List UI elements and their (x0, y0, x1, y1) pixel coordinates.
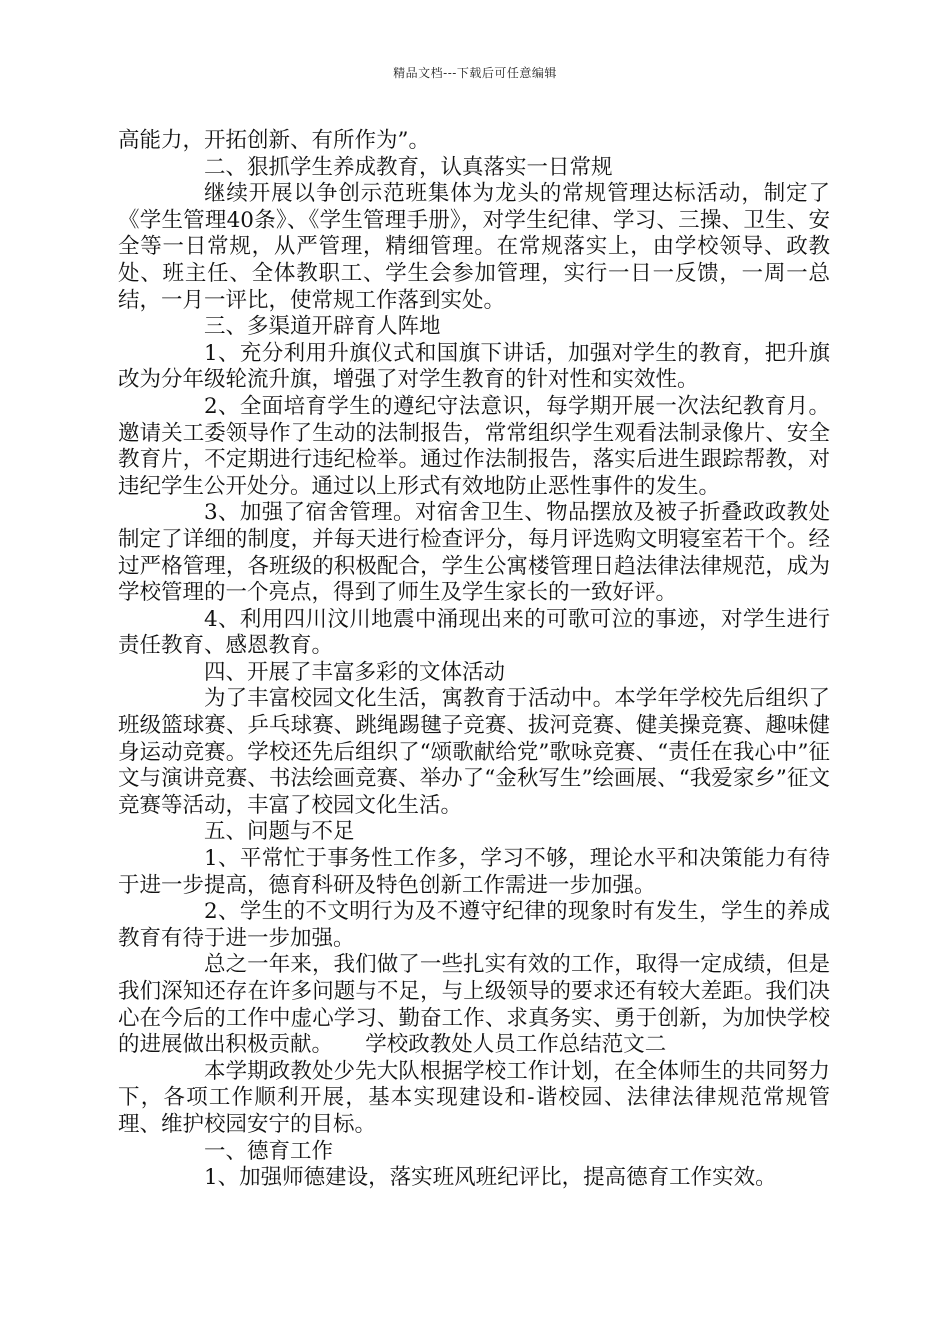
section-heading: 五、问题与不足 (204, 819, 355, 845)
paragraph: 2、学生的不文明行为及不遵守纪律的现象时有发生，学生的养成教育有待于进一步加强。 (118, 899, 830, 951)
section-heading: 一、德育工作 (204, 1138, 334, 1164)
paragraph: 1、平常忙于事务性工作多，学习不够，理论水平和决策能力有待于进一步提高，德育科研及特色创新工作需进一步加强。 (118, 846, 830, 898)
paragraph: 为了丰富校园文化生活，寓教育于活动中。本学年学校先后组织了班级篮球赛、乒乓球赛、跳绳踢毽子竞赛、拔河竞赛、健美操竞赛、趣味健身运动竞赛。学校还先后组织了“颂歌献给党”歌咏竞赛、“责任在我心中”征文与演讲竞赛、书法绘画竞赛、举办了“金秋写生”绘画展、“我爱家乡”征文竞赛等活动，丰富了校园文化生活。 (118, 686, 830, 818)
paragraph: 3、加强了宿舍管理。对宿舍卫生、物品摆放及被子折叠政政教处制定了详细的制度，并每天进行检查评分，每月评选购文明寝室若干个。经过严格管理，各班级的积极配合，学生公寓楼管理日趋法律法律规范，成为学校管理的一个亮点，得到了师生及学生家长的一致好评。 (118, 500, 830, 606)
section-heading: 四、开展了丰富多彩的文体活动 (204, 659, 506, 685)
paragraph: 本学期政教处少先大队根据学校工作计划，在全体师生的共同努力下，各项工作顺利开展，基本实现建设和-谐校园、法律法律规范常规管理、维护校园安宁的目标。 (118, 1058, 830, 1137)
section-heading: 三、多渠道开辟育人阵地 (204, 314, 441, 340)
document-body (118, 128, 830, 1192)
paragraph: 1、充分利用升旗仪式和国旗下讲话，加强对学生的教育，把升旗改为分年级轮流升旗，增强了对学生教育的针对性和实效性。 (118, 340, 830, 393)
paragraph: 高能力，开拓创新、有所作为”。 (118, 128, 430, 153)
page-header: 精品文档---下载后可任意编辑 (393, 66, 557, 80)
paragraph: 4、利用四川汶川地震中涌现出来的可歌可泣的事迹，对学生进行责任教育、感恩教育。 (118, 606, 830, 659)
paragraph: 2、全面培育学生的遵纪守法意识，每学期开展一次法纪教育月。邀请关工委领导作了生动的法制报告，常常组织学生观看法制录像片、安全教育片，不定期进行违纪检举。通过作法制报告，落实后进生跟踪帮教，对违纪学生公开处分。通过以上形式有效地防止恶性事件的发生。 (118, 393, 830, 499)
paragraph: 总之一年来，我们做了一些扎实有效的工作，取得一定成绩，但是我们深知还存在许多问题与不足，与上级领导的要求还有较大差距。我们决心在今后的工作中虚心学习、勤奋工作、求真务实、勇于创新，为加快学校的进展做出积极贡献。 学校政教处人员工作总结范文二 (118, 952, 830, 1058)
paragraph: 1、加强师德建设，落实班风班纪评比，提高德育工作实效。 (204, 1165, 777, 1191)
paragraph: 继续开展以争创示范班集体为龙头的常规管理达标活动，制定了《学生管理40条》、《学生管理手册》，对学生纪律、学习、三操、卫生、安全等一日常规，从严管理，精细管理。在常规落实上，由学校领导、政教处、班主任、全体教职工、学生会参加管理，实行一日一反馈，一周一总结，一月一评比，使常规工作落到实处。 (118, 181, 830, 313)
section-heading: 二、狠抓学生养成教育，认真落实一日常规 (204, 154, 613, 180)
